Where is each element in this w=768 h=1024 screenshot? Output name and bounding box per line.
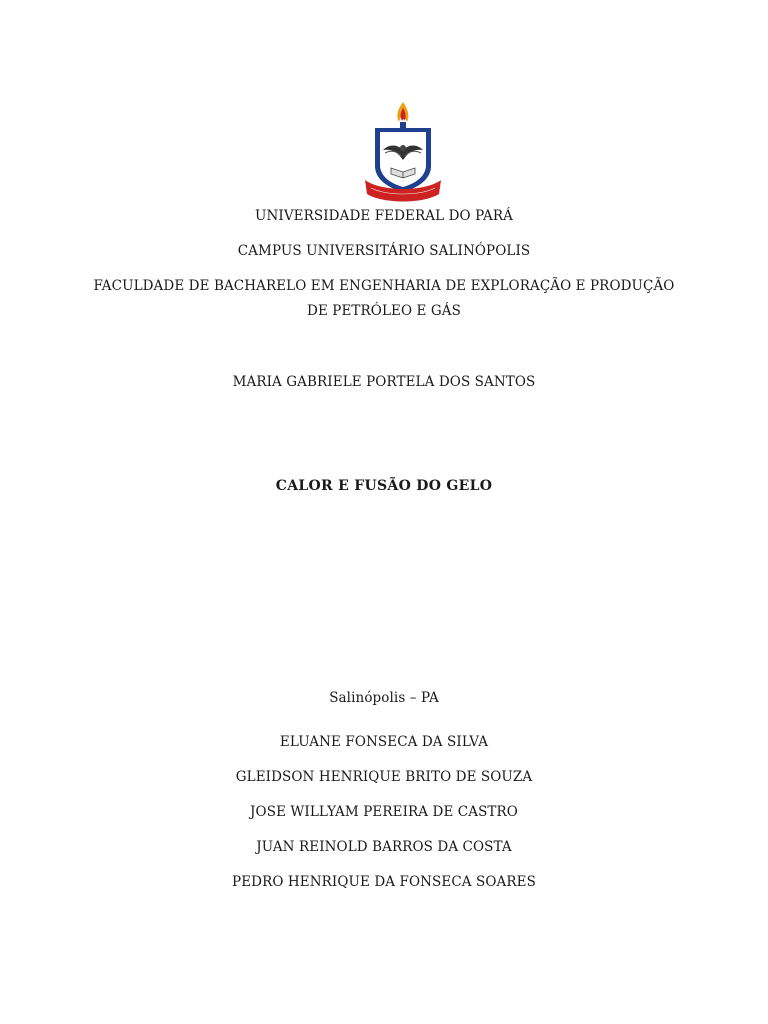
university-name: UNIVERSIDADE FEDERAL DO PARÁ xyxy=(255,208,513,224)
location: Salinópolis – PA xyxy=(329,690,439,706)
document-title: CALOR E FUSÃO DO GELO xyxy=(275,478,493,494)
member-name: ELUANE FONSECA DA SILVA xyxy=(279,734,489,750)
university-crest-icon xyxy=(361,100,445,204)
member-name: JUAN REINOLD BARROS DA COSTA xyxy=(256,839,512,855)
member-name: GLEIDSON HENRIQUE BRITO DE SOUZA xyxy=(235,769,533,785)
faculty-line-1: FACULDADE DE BACHARELO EM ENGENHARIA DE EXPLORAÇÃO E PRODUÇÃO xyxy=(93,278,675,294)
member-name: JOSE WILLYAM PEREIRA DE CASTRO xyxy=(250,804,518,820)
author-name: MARIA GABRIELE PORTELA DOS SANTOS xyxy=(232,374,536,390)
campus-name: CAMPUS UNIVERSITÁRIO SALINÓPOLIS xyxy=(237,243,531,259)
faculty-line-2: DE PETRÓLEO E GÁS xyxy=(307,303,461,319)
member-name: PEDRO HENRIQUE DA FONSECA SOARES xyxy=(232,874,536,890)
